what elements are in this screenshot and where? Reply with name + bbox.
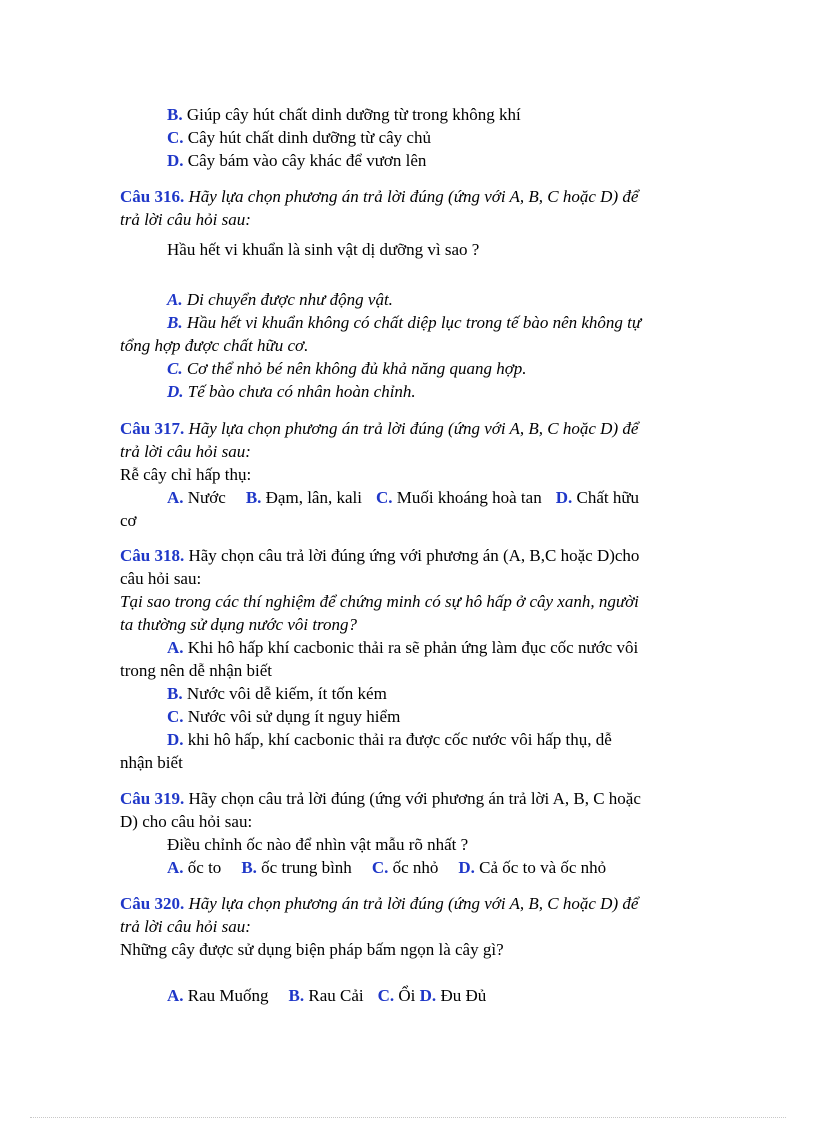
question-318-option-b: B. Nước vôi dễ kiếm, ít tốn kém (167, 684, 387, 703)
question-318-option-c: C. Nước vôi sử dụng ít nguy hiểm (167, 707, 401, 726)
question-317-text: Rễ cây chỉ hấp thụ: (120, 465, 252, 484)
question-318-option-d-cont: nhận biết (120, 753, 183, 772)
question-318-text: Tại sao trong các thí nghiệm để chứng minh có sự hô hấp ở cây xanh, người (120, 592, 639, 611)
question-316-instruction: trả lời câu hỏi sau: (120, 210, 251, 229)
question-316-option-b-cont: tổng hợp được chất hữu cơ. (120, 336, 309, 355)
question-316-option-d: D. Tế bào chưa có nhân hoàn chỉnh. (167, 382, 416, 401)
option-d: D. Cây bám vào cây khác để vươn lên (167, 151, 427, 170)
question-316-header: Câu 316. Hãy lựa chọn phương án trả lời đúng (ứng với A, B, C hoặc D) để (120, 187, 639, 206)
question-318-instruction: câu hỏi sau: (120, 569, 202, 588)
question-319-text: Điều chỉnh ốc nào để nhìn vật mẫu rõ nhất ? (167, 835, 469, 854)
question-318-option-d: D. khi hô hấp, khí cacbonic thải ra được cốc nước vôi hấp thụ, dễ (167, 730, 612, 749)
question-318-text-cont: ta thường sử dụng nước vôi trong? (120, 615, 358, 634)
question-317-options-cont: cơ (120, 511, 137, 530)
question-320-instruction: trả lời câu hỏi sau: (120, 917, 251, 936)
question-319-instruction: D) cho câu hỏi sau: (120, 812, 253, 831)
question-317-header: Câu 317. Hãy lựa chọn phương án trả lời đúng (ứng với A, B, C hoặc D) để (120, 419, 639, 438)
question-316-option-a: A. Di chuyển được như động vật. (167, 290, 393, 309)
page-bottom-divider (30, 1117, 786, 1118)
question-320-options: A. Rau Muống B. Rau Cải C. Ổi D. Đu Đủ (167, 986, 487, 1005)
question-316-option-b: B. Hầu hết vi khuẩn không có chất diệp lục trong tế bào nên không tự (167, 313, 642, 332)
question-319-options: A. ốc to B. ốc trung bình C. ốc nhỏ D. Cả ốc to và ốc nhỏ (167, 858, 607, 877)
question-317-options: A. Nước B. Đạm, lân, kali C. Muối khoáng hoà tan D. Chất hữu (167, 488, 640, 507)
question-316-option-c: C. Cơ thể nhỏ bé nên không đủ khả năng quang hợp. (167, 359, 527, 378)
option-b: B. Giúp cây hút chất dinh dưỡng từ trong không khí (167, 105, 521, 124)
question-318-header: Câu 318. Hãy chọn câu trả lời đúng ứng với phương án (A, B,C hoặc D)cho (120, 546, 640, 565)
option-c: C. Cây hút chất dinh dưỡng từ cây chủ (167, 128, 431, 147)
question-316-text: Hầu hết vi khuẩn là sinh vật dị dưỡng vì sao ? (167, 240, 480, 259)
question-318-option-a: A. Khi hô hấp khí cacbonic thải ra sẽ phản ứng làm đục cốc nước vôi (167, 638, 639, 657)
question-318-option-a-cont: trong nên dễ nhận biết (120, 661, 273, 680)
question-320-text: Những cây được sử dụng biện pháp bấm ngọn là cây gì? (120, 940, 504, 959)
question-319-header: Câu 319. Hãy chọn câu trả lời đúng (ứng với phương án trả lời A, B, C hoặc (120, 789, 641, 808)
question-317-instruction: trả lời câu hỏi sau: (120, 442, 251, 461)
question-320-header: Câu 320. Hãy lựa chọn phương án trả lời đúng (ứng với A, B, C hoặc D) để (120, 894, 639, 913)
